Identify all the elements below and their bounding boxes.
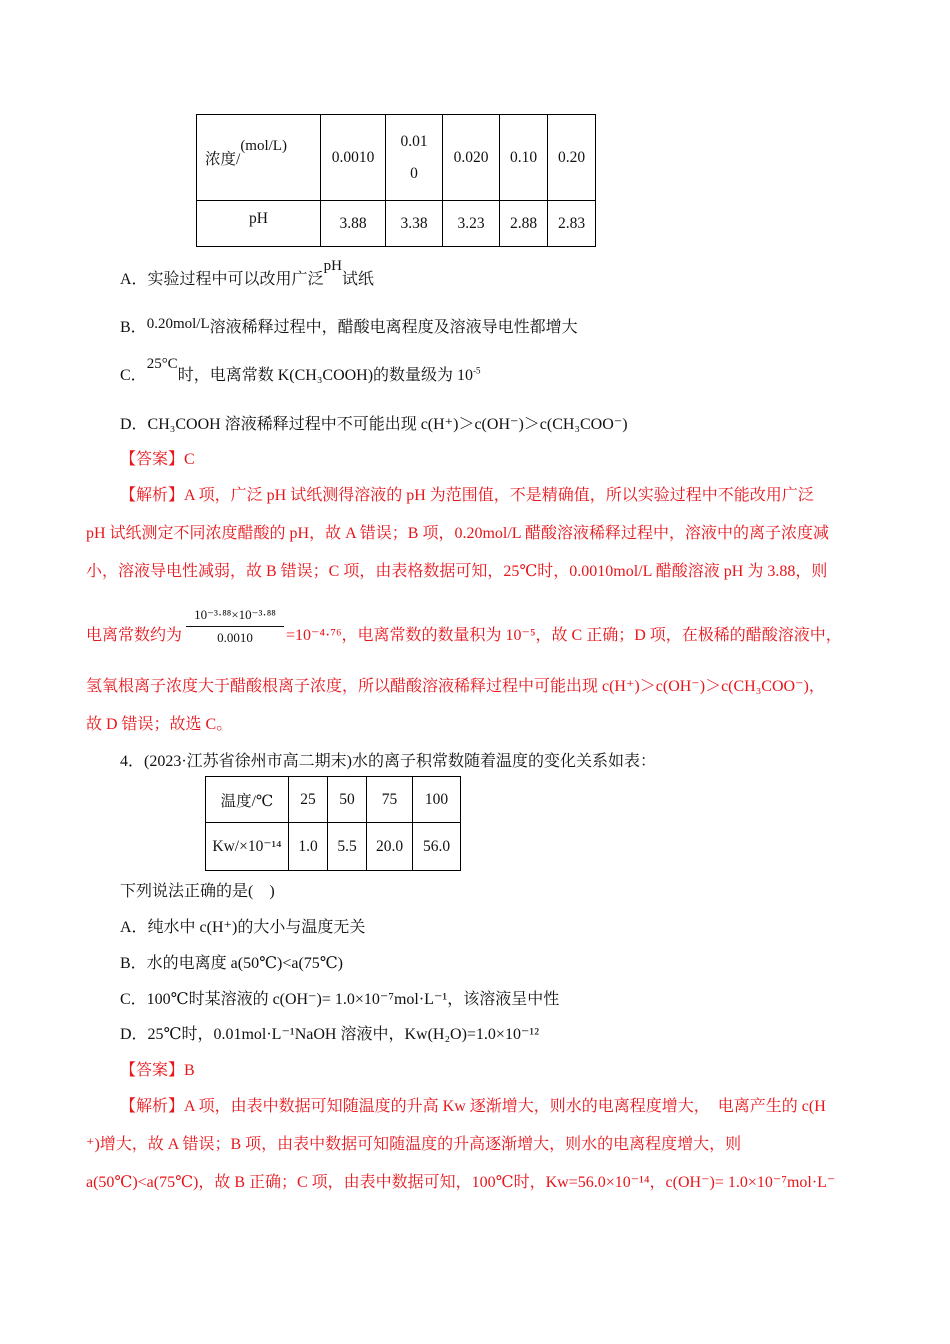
kw-cell-3: 56.0	[413, 823, 461, 871]
q4-answer: 【答案】B	[120, 1062, 195, 1079]
q3-analysis-line-4-prefix: 电离常数约为	[86, 627, 183, 644]
ph-cell-2: 3.23	[443, 201, 500, 247]
temp-cell-2: 75	[367, 777, 413, 823]
q4-stem: 4．(2023·江苏省徐州市高二期末)水的离子积常数随着温度的变化关系如表：	[120, 753, 656, 770]
kw-cell-0: 1.0	[289, 823, 328, 871]
temp-cell-1: 50	[328, 777, 367, 823]
concentration-header-cell	[197, 115, 321, 201]
concentration-ph-table	[196, 114, 596, 247]
q3-answer: 【答案】C	[120, 451, 195, 468]
kw-temperature-table	[205, 776, 461, 871]
kw-cell-1: 5.5	[328, 823, 367, 871]
q3-analysis-line-4-suffix: =10⁻⁴·⁷⁶，电离常数的数量积为 10⁻⁵，故 C 正确；D 项，在极稀的醋酸溶液中，	[286, 627, 842, 644]
ka-fraction	[186, 607, 284, 646]
temp-cell-3: 100	[413, 777, 461, 823]
ph-label-cell: pH	[197, 201, 321, 247]
ph-cell-3: 2.88	[500, 201, 548, 247]
ph-cell-4: 2.83	[548, 201, 596, 247]
ka-fraction-numerator: 10⁻³·⁸⁸×10⁻³·⁸⁸	[186, 607, 284, 627]
q3-analysis-line-5: 氢氧根离子浓度大于醋酸根离子浓度，所以醋酸溶液稀释过程中可能出现 c(H⁺)＞c(OH⁻)＞c(CH₃COO⁻)，	[86, 678, 825, 695]
q3-analysis-line-2: pH 试纸测定不同浓度醋酸的 pH，故 A 错误；B 项，0.20mol/L 醋酸溶液稀释过程中，溶液中的离子浓度减	[86, 525, 829, 542]
conc-cell-0: 0.0010	[321, 115, 386, 201]
kw-label-cell: Kw/×10⁻¹⁴	[206, 823, 289, 871]
concentration-label: 浓度/	[205, 150, 241, 168]
q4-option-d: D．25℃时，0.01mol·L⁻¹NaOH 溶液中，Kw(H₂O)=1.0×10⁻¹²	[120, 1026, 539, 1043]
conc-cell-2: 0.020	[443, 115, 500, 201]
q3-analysis-line-3: 小，溶液导电性减弱，故 B 错误；C 项，由表格数据可知，25℃时，0.0010mol/L 醋酸溶液 pH 为 3.88，则	[86, 563, 828, 580]
q4-option-a: A．纯水中 c(H⁺)的大小与温度无关	[120, 919, 366, 936]
q3-analysis-line-6: 故 D 错误；故选 C。	[86, 716, 233, 733]
q4-question: 下列说法正确的是( )	[120, 883, 275, 900]
q4-analysis-line-2: ⁺)增大，故 A 错误；B 项，由表中数据可知随温度的升高逐渐增大，则水的电离程度增大，则	[86, 1136, 742, 1153]
q3-option-c: C．25°C时，电离常数 K(CH₃COOH)的数量级为 $10^{-5}$	[120, 356, 481, 384]
q3-analysis-line-1: 【解析】A 项，广泛 pH 试纸测得溶液的 pH 为范围值，不是精确值，所以实验过程中不能改用广泛	[120, 487, 814, 504]
q3-option-d: D．CH₃COOH 溶液稀释过程中不可能出现 c(H⁺)＞c(OH⁻)＞c(CH₃COO⁻)	[120, 416, 628, 433]
temp-label-cell: 温度/℃	[206, 777, 289, 823]
conc-cell-4: 0.20	[548, 115, 596, 201]
ka-fraction-denominator: 0.0010	[217, 630, 253, 645]
q4-option-c: C．100℃时某溶液的 c(OH⁻)= 1.0×10⁻⁷mol·L⁻¹，该溶液呈中性	[120, 991, 560, 1008]
q4-option-b: B．水的电离度 a(50℃)<a(75℃)	[120, 955, 344, 972]
q4-analysis-line-3: a(50℃)<a(75℃)，故 B 正确；C 项，由表中数据可知，100℃时，Kw=56.0×10⁻¹⁴，c(OH⁻)= 1.0×10⁻⁷mol·L⁻	[86, 1174, 836, 1191]
q3-option-b: B．0.20mol/L溶液稀释过程中，醋酸电离程度及溶液导电性都增大	[120, 316, 578, 336]
conc-cell-1-text: 0.01 0	[400, 132, 428, 182]
concentration-unit: (mol/L)	[240, 137, 287, 154]
ph-cell-1: 3.38	[386, 201, 443, 247]
ph-cell-0: 3.88	[321, 201, 386, 247]
kw-cell-2: 20.0	[367, 823, 413, 871]
conc-cell-1	[386, 115, 443, 201]
conc-cell-3: 0.10	[500, 115, 548, 201]
temp-cell-0: 25	[289, 777, 328, 823]
q4-analysis-line-1: 【解析】A 项，由表中数据可知随温度的升高 Kw 逐渐增大，则水的电离程度增大， 电离产生的 c(H	[120, 1098, 826, 1115]
q3-option-a: A．实验过程中可以改用广泛pH试纸	[120, 258, 374, 288]
